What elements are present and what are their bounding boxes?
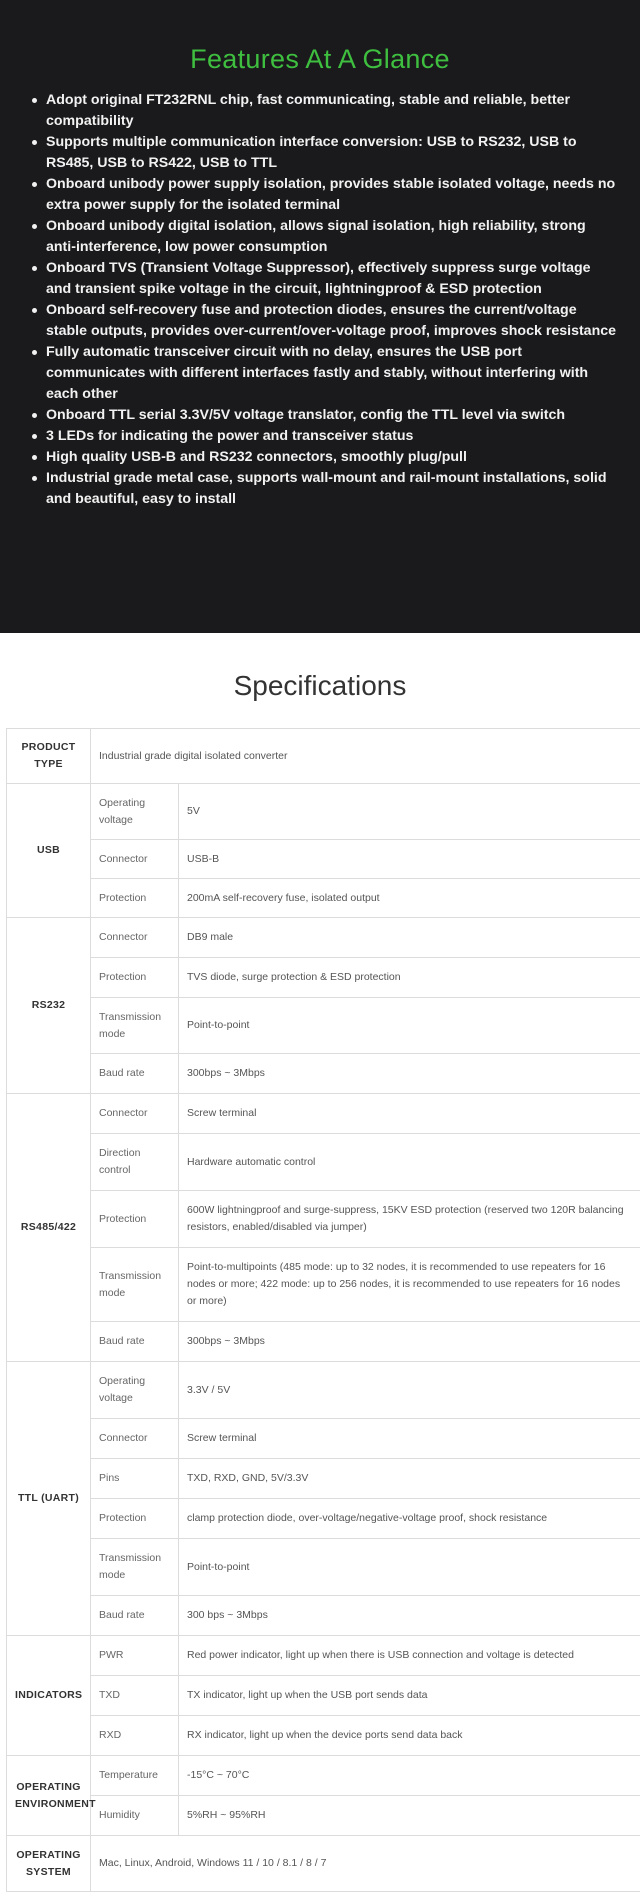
spec-key: Connector: [91, 1419, 179, 1459]
spec-value: -15°C ~ 70°C: [179, 1756, 640, 1796]
table-row: [7, 1322, 640, 1362]
spec-key: Baud rate: [91, 1322, 179, 1362]
category-rs232: RS232: [7, 918, 91, 1094]
table-row: [7, 1054, 640, 1094]
spec-value: 3.3V / 5V: [179, 1362, 640, 1419]
table-row: [7, 958, 640, 998]
feature-item: Onboard self-recovery fuse and protection diodes, ensures the current/voltage stable outputs, provides over-current/over-voltage proof, improves shock resistance: [46, 300, 618, 342]
spec-value: Screw terminal: [179, 1094, 640, 1134]
category-product-type: PRODUCT TYPE: [7, 729, 91, 784]
spec-key: Protection: [91, 879, 179, 918]
spec-key: Protection: [91, 1191, 179, 1248]
spec-value: Point-to-point: [179, 998, 640, 1054]
specifications-table: [6, 728, 640, 1892]
spec-key: PWR: [91, 1636, 179, 1676]
spec-value: 5%RH ~ 95%RH: [179, 1796, 640, 1836]
spec-value: Point-to-point: [179, 1539, 640, 1596]
specifications-title: Specifications: [233, 670, 407, 701]
spec-value: TX indicator, light up when the USB port sends data: [179, 1676, 640, 1716]
table-row: [7, 1134, 640, 1191]
spec-value: TXD, RXD, GND, 5V/3.3V: [179, 1459, 640, 1499]
table-row: [7, 879, 640, 918]
table-row: [7, 1419, 640, 1459]
feature-item: Onboard unibody power supply isolation, provides stable isolated voltage, needs no extra power supply for the isolated terminal: [46, 174, 618, 216]
table-row: [7, 1459, 640, 1499]
feature-item: Onboard unibody digital isolation, allows signal isolation, high reliability, strong anti-interference, low power consumption: [46, 216, 618, 258]
spec-value: Industrial grade digital isolated converter: [91, 729, 640, 784]
table-row: [7, 1676, 640, 1716]
features-list: [0, 90, 640, 510]
category-operating-system: OPERATING SYSTEM: [7, 1836, 91, 1892]
spec-value: 5V: [179, 784, 640, 840]
spec-key: TXD: [91, 1676, 179, 1716]
feature-item: Onboard TVS (Transient Voltage Suppressor), effectively suppress surge voltage and transient spike voltage in the circuit, lightningproof & ESD protection: [46, 258, 618, 300]
table-row: [7, 998, 640, 1054]
category-usb: USB: [7, 784, 91, 918]
spec-key: Connector: [91, 1094, 179, 1134]
table-row: [7, 1836, 640, 1892]
spec-key: Protection: [91, 1499, 179, 1539]
table-row: [7, 1094, 640, 1134]
spec-key: Transmission mode: [91, 1539, 179, 1596]
features-panel: [0, 0, 640, 633]
spec-key: Operating voltage: [91, 784, 179, 840]
table-row: [7, 1362, 640, 1419]
spec-value: Red power indicator, light up when there is USB connection and voltage is detected: [179, 1636, 640, 1676]
table-row: [7, 1596, 640, 1636]
spec-value: RX indicator, light up when the device ports send data back: [179, 1716, 640, 1756]
spec-value: clamp protection diode, over-voltage/negative-voltage proof, shock resistance: [179, 1499, 640, 1539]
spec-value: 300 bps ~ 3Mbps: [179, 1596, 640, 1636]
spec-key: RXD: [91, 1716, 179, 1756]
spec-key: Connector: [91, 840, 179, 879]
feature-item: Adopt original FT232RNL chip, fast communicating, stable and reliable, better compatibility: [46, 90, 618, 132]
spec-value: 200mA self-recovery fuse, isolated output: [179, 879, 640, 918]
table-row: [7, 1636, 640, 1676]
spec-key: Baud rate: [91, 1596, 179, 1636]
spec-key: Temperature: [91, 1756, 179, 1796]
spec-key: Pins: [91, 1459, 179, 1499]
feature-item: Industrial grade metal case, supports wall-mount and rail-mount installations, solid and beautiful, easy to install: [46, 468, 618, 510]
table-row: [7, 1539, 640, 1596]
table-row: [7, 1248, 640, 1322]
category-rs485-422: RS485/422: [7, 1094, 91, 1362]
spec-value: Point-to-multipoints (485 mode: up to 32 nodes, it is recommended to use repeaters for 16 nodes or more; 422 mode: up to 256 nodes, it is recommended to use repeaters for 16 nodes or more): [179, 1248, 640, 1322]
table-row: [7, 1191, 640, 1248]
table-row: [7, 840, 640, 879]
spec-key: Humidity: [91, 1796, 179, 1836]
spec-key: Transmission mode: [91, 1248, 179, 1322]
spec-value: Mac, Linux, Android, Windows 11 / 10 / 8.1 / 8 / 7: [91, 1836, 640, 1892]
spec-value: DB9 male: [179, 918, 640, 958]
spec-key: Baud rate: [91, 1054, 179, 1094]
category-operating-environment: OPERATING ENVIRONMENT: [7, 1756, 91, 1836]
spec-value: 600W lightningproof and surge-suppress, 15KV ESD protection (reserved two 120R balancing resistors, enabled/disabled via jumper): [179, 1191, 640, 1248]
spec-value: 300bps ~ 3Mbps: [179, 1054, 640, 1094]
spec-value: TVS diode, surge protection & ESD protection: [179, 958, 640, 998]
table-row: [7, 1796, 640, 1836]
table-row: [7, 1716, 640, 1756]
spec-key: Protection: [91, 958, 179, 998]
feature-item: High quality USB-B and RS232 connectors, smoothly plug/pull: [46, 447, 618, 468]
feature-item: Supports multiple communication interface conversion: USB to RS232, USB to RS485, USB to RS422, USB to TTL: [46, 132, 618, 174]
spec-key: Direction control: [91, 1134, 179, 1191]
features-title: Features At A Glance: [190, 44, 450, 74]
spec-value: Screw terminal: [179, 1419, 640, 1459]
category-indicators: INDICATORS: [7, 1636, 91, 1756]
feature-item: Onboard TTL serial 3.3V/5V voltage translator, config the TTL level via switch: [46, 405, 618, 426]
spec-value: 300bps ~ 3Mbps: [179, 1322, 640, 1362]
spec-value: USB-B: [179, 840, 640, 879]
feature-item: Fully automatic transceiver circuit with no delay, ensures the USB port communicates with different interfaces fastly and stably, without interfering with each other: [46, 342, 618, 405]
table-row: [7, 784, 640, 840]
spec-key: Operating voltage: [91, 1362, 179, 1419]
spec-key: Connector: [91, 918, 179, 958]
table-row: [7, 729, 640, 784]
category-ttl-uart: TTL (UART): [7, 1362, 91, 1636]
spec-key: Transmission mode: [91, 998, 179, 1054]
table-row: [7, 1756, 640, 1796]
table-row: [7, 918, 640, 958]
feature-item: 3 LEDs for indicating the power and transceiver status: [46, 426, 618, 447]
table-row: [7, 1499, 640, 1539]
spec-value: Hardware automatic control: [179, 1134, 640, 1191]
